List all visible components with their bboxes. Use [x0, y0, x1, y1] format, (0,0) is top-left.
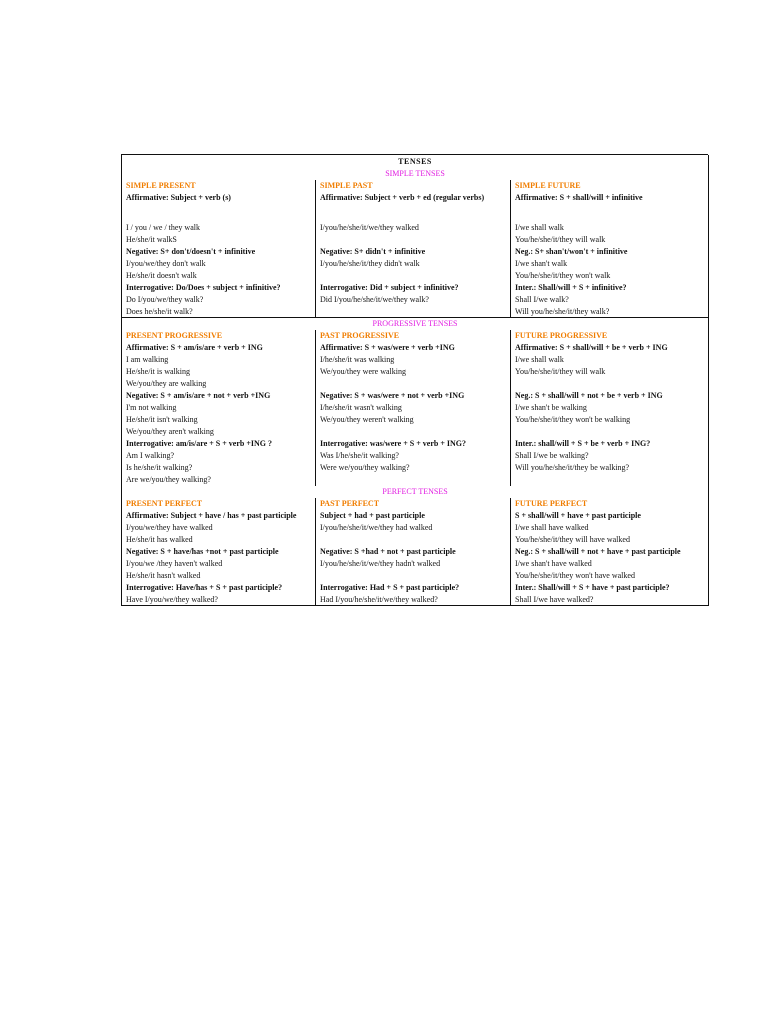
- example-cell: I/he/she/it was walking: [316, 354, 511, 366]
- example-cell: [316, 474, 511, 486]
- example-cell: Did I/you/he/she/it/we/they walk?: [316, 294, 511, 306]
- example-cell: You/he/she/it/they won't have walked: [511, 570, 709, 582]
- example-cell: You/he/she/it/they will have walked: [511, 534, 709, 546]
- example-cell: Shall I/we be walking?: [511, 450, 709, 462]
- rule-cell: Interrogative: am/is/are + S + verb +ING ?: [122, 438, 316, 450]
- example-cell: I/he/she/it wasn't walking: [316, 402, 511, 414]
- example-cell: I/you/we /they haven't walked: [122, 558, 316, 570]
- example-cell: Am I walking?: [122, 450, 316, 462]
- example-cell: [316, 426, 511, 438]
- example-cell: I/you/we/they have walked: [122, 522, 316, 534]
- example-cell: He/she/it doesn't walk: [122, 270, 316, 282]
- example-cell: We/you/they weren't walking: [316, 414, 511, 426]
- example-cell: Is he/she/it walking?: [122, 462, 316, 474]
- example-cell: [511, 474, 709, 486]
- example-cell: Shall I/we have walked?: [511, 594, 709, 606]
- rule-cell: Affirmative: S + was/were + verb +ING: [316, 342, 511, 354]
- rule-cell: Affirmative: S + shall/will + infinitive: [511, 192, 709, 204]
- column-header-future-perfect: FUTURE PERFECT: [511, 498, 709, 510]
- example-cell: I/you/he/she/it/they didn't walk: [316, 258, 511, 270]
- column-header-simple-past: SIMPLE PAST: [316, 180, 511, 192]
- example-cell: Have I/you/we/they walked?: [122, 594, 316, 606]
- example-cell: You/he/she/it/they won't be walking: [511, 414, 709, 426]
- section-title-progressive: PROGRESSIVE TENSES: [122, 318, 709, 330]
- column-header-present-perfect: PRESENT PERFECT: [122, 498, 316, 510]
- example-cell: I/we shall have walked: [511, 522, 709, 534]
- example-cell: Do I/you/we/they walk?: [122, 294, 316, 306]
- rule-cell: Negative: S +had + not + past participle: [316, 546, 511, 558]
- rule-cell: Inter.: Shall/will + S + infinitive?: [511, 282, 709, 294]
- example-cell: We/you/they are walking: [122, 378, 316, 390]
- example-cell: He/she/it isn't walking: [122, 414, 316, 426]
- column-header-future-progressive: FUTURE PROGRESSIVE: [511, 330, 709, 342]
- tenses-document: [121, 154, 708, 606]
- column-header-present-progressive: PRESENT PROGRESSIVE: [122, 330, 316, 342]
- example-cell: You/he/she/it/they will walk: [511, 366, 709, 378]
- example-cell: I/you/he/she/it/we/they had walked: [316, 522, 511, 534]
- example-cell: You/he/she/it/they won't walk: [511, 270, 709, 282]
- example-cell: [511, 426, 709, 438]
- example-cell: I / you / we / they walk: [122, 222, 316, 234]
- example-cell: I/we shan't be walking: [511, 402, 709, 414]
- section-title-simple: SIMPLE TENSES: [122, 168, 709, 180]
- rule-cell: Inter.: Shall/will + S + have + past participle?: [511, 582, 709, 594]
- rule-cell: Affirmative: Subject + verb (s): [122, 192, 316, 204]
- example-cell: I/you/he/she/it/we/they hadn't walked: [316, 558, 511, 570]
- rule-cell: Interrogative: Had + S + past participle?: [316, 582, 511, 594]
- rule-cell: Interrogative: Have/has + S + past participle?: [122, 582, 316, 594]
- example-cell: [316, 234, 511, 246]
- example-cell: He/she/it walkS: [122, 234, 316, 246]
- rule-cell: Affirmative: S + am/is/are + verb + ING: [122, 342, 316, 354]
- column-header-simple-present: SIMPLE PRESENT: [122, 180, 316, 192]
- example-cell: [316, 534, 511, 546]
- rule-cell: Interrogative: Did + subject + infinitive?: [316, 282, 511, 294]
- rule-cell: Negative: S+ didn't + infinitive: [316, 246, 511, 258]
- example-cell: I/we shall walk: [511, 222, 709, 234]
- rule-cell: Interrogative: was/were + S + verb + ING?: [316, 438, 511, 450]
- rule-cell: Negative: S + am/is/are + not + verb +ING: [122, 390, 316, 402]
- rule-cell: S + shall/will + have + past participle: [511, 510, 709, 522]
- example-cell: Are we/you/they walking?: [122, 474, 316, 486]
- example-cell: Will you/he/she/it/they walk?: [511, 306, 709, 318]
- column-header-past-perfect: PAST PERFECT: [316, 498, 511, 510]
- rule-cell: Negative: S + was/were + not + verb +ING: [316, 390, 511, 402]
- rule-cell: Affirmative: S + shall/will + be + verb + ING: [511, 342, 709, 354]
- example-cell: Was I/he/she/it walking?: [316, 450, 511, 462]
- example-cell: [316, 378, 511, 390]
- example-cell: Had I/you/he/she/it/we/they walked?: [316, 594, 511, 606]
- example-cell: Were we/you/they walking?: [316, 462, 511, 474]
- rule-cell: Affirmative: Subject + have / has + past participle: [122, 510, 316, 522]
- column-header-simple-future: SIMPLE FUTURE: [511, 180, 709, 192]
- example-cell: I/you/he/she/it/we/they walked: [316, 222, 511, 234]
- example-cell: Shall I/we walk?: [511, 294, 709, 306]
- rule-cell: Negative: S + have/has +not + past participle: [122, 546, 316, 558]
- example-cell: I/you/we/they don't walk: [122, 258, 316, 270]
- example-cell: He/she/it has walked: [122, 534, 316, 546]
- document-title: TENSES: [122, 156, 709, 168]
- example-cell: He/she/it hasn't walked: [122, 570, 316, 582]
- example-cell: You/he/she/it/they will walk: [511, 234, 709, 246]
- rule-cell: Interrogative: Do/Does + subject + infinitive?: [122, 282, 316, 294]
- example-cell: I am walking: [122, 354, 316, 366]
- example-cell: We/you/they were walking: [316, 366, 511, 378]
- example-cell: [316, 570, 511, 582]
- example-cell: He/she/it is walking: [122, 366, 316, 378]
- example-cell: [511, 378, 709, 390]
- column-header-past-progressive: PAST PROGRESSIVE: [316, 330, 511, 342]
- example-cell: I/we shan't have walked: [511, 558, 709, 570]
- example-cell: We/you/they aren't walking: [122, 426, 316, 438]
- example-cell: I/we shan't walk: [511, 258, 709, 270]
- example-cell: I/we shall walk: [511, 354, 709, 366]
- rule-cell: Affirmative: Subject + verb + ed (regular verbs): [316, 192, 511, 204]
- example-cell: [316, 270, 511, 282]
- example-cell: [316, 306, 511, 318]
- rule-cell: Neg.: S + shall/will + not + be + verb + ING: [511, 390, 709, 402]
- rule-cell: Inter.: shall/will + S + be + verb + ING?: [511, 438, 709, 450]
- example-cell: I'm not walking: [122, 402, 316, 414]
- example-cell: Will you/he/she/it/they be walking?: [511, 462, 709, 474]
- section-title-perfect: PERFECT TENSES: [122, 486, 709, 498]
- rule-cell: Negative: S+ don't/doesn't + infinitive: [122, 246, 316, 258]
- example-cell: Does he/she/it walk?: [122, 306, 316, 318]
- tenses-table: [121, 155, 709, 606]
- rule-cell: Subject + had + past participle: [316, 510, 511, 522]
- rule-cell: Neg.: S + shall/will + not + have + past participle: [511, 546, 709, 558]
- rule-cell: Neg.: S+ shan't/won't + infinitive: [511, 246, 709, 258]
